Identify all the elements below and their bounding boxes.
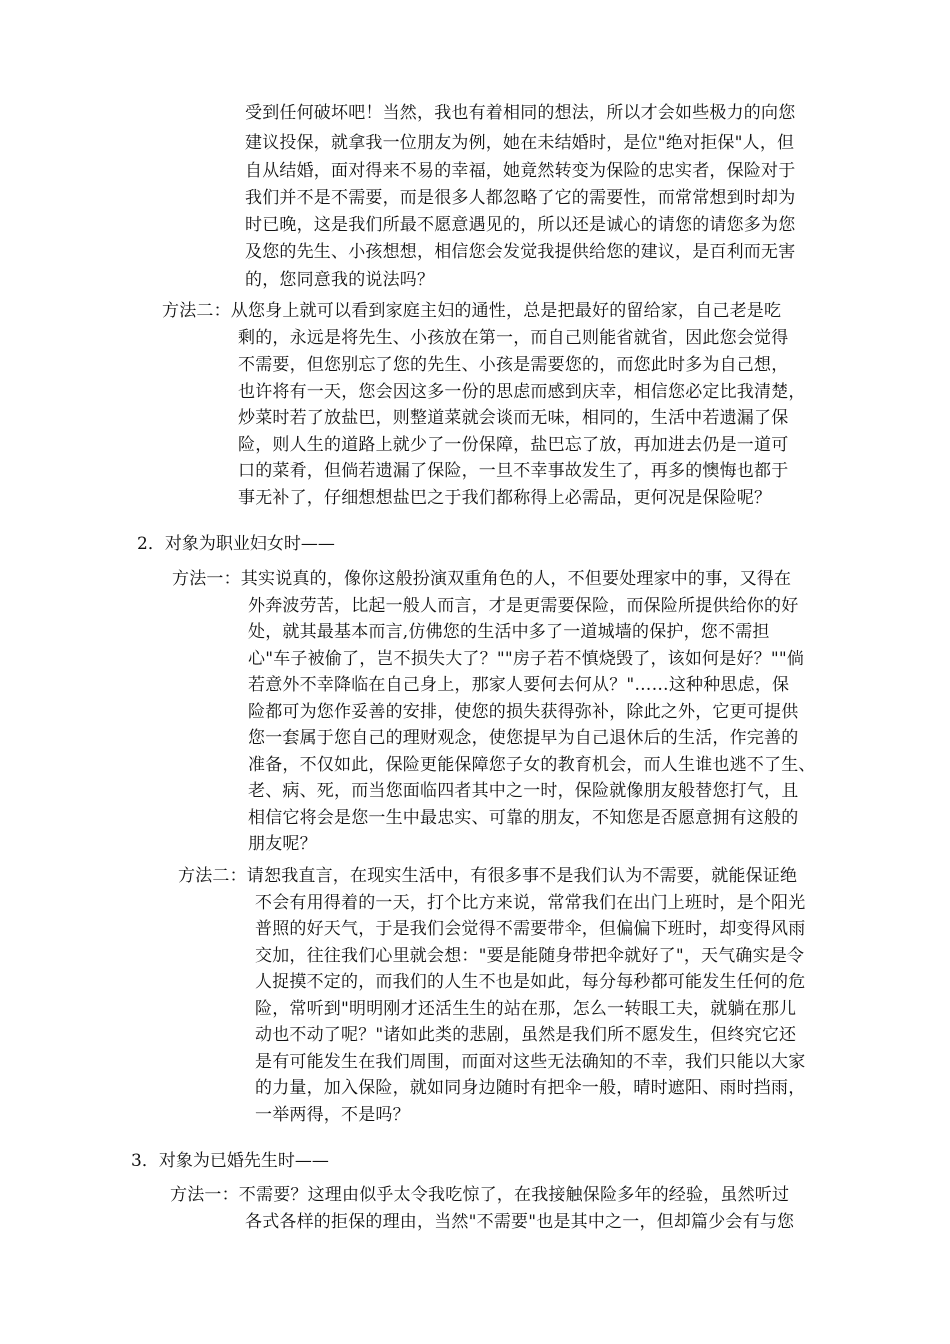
section-heading: 3．对象为已婚先生时—— (131, 1151, 329, 1171)
paragraph-line: 时已晚，这是我们所最不愿意遇见的，所以还是诚心的请您的请您多为您 (245, 215, 796, 235)
paragraph-line: 不会有用得着的一天，打个比方来说，常常我们在出门上班时，是个阳光 (255, 893, 806, 913)
paragraph-line: 险，则人生的道路上就少了一份保障，盐巴忘了放，再加进去仍是一道可 (238, 435, 789, 455)
paragraph-line: 相信它将会是您一生中最忠实、可靠的朋友，不知您是否愿意拥有这般的 (248, 808, 799, 828)
paragraph-line: 朋友呢？ (248, 834, 317, 854)
section-heading: 2．对象为职业妇女时—— (137, 534, 335, 554)
paragraph-line: 普照的好天气，于是我们会觉得不需要带伞，但偏偏下班时，却变得风雨 (255, 919, 806, 939)
paragraph-line: 动也不动了呢？"诸如此类的悲剧，虽然是我们所不愿发生，但终究它还 (255, 1025, 797, 1045)
paragraph-line: 险，常听到"明明刚才还活生生的站在那，怎么一转眼工夫，就躺在那儿 (255, 999, 797, 1019)
paragraph-line: 险都可为您作妥善的安排，使您的损失获得弥补，除此之外，它更可提供 (248, 702, 799, 722)
paragraph-line: 外奔波劳苦，比起一般人而言，才是更需要保险，而保险所提供给你的好 (248, 596, 799, 616)
paragraph-line: 一举两得，不是吗？ (255, 1105, 410, 1125)
paragraph-line: 是有可能发生在我们周围，而面对这些无法确知的不幸，我们只能以大家 (255, 1052, 806, 1072)
paragraph-line: 处，就其最基本而言,仿佛您的生活中多了一道城墙的保护，您不需担 (248, 622, 770, 642)
paragraph-line: 准备，不仅如此，保险更能保障您子女的教育机会，而人生谁也逃不了生、 (248, 755, 816, 775)
method-first-line: 方法一：不需要？这理由似乎太令我吃惊了，在我接触保险多年的经验，虽然听过 (170, 1185, 790, 1205)
paragraph-line: 受到任何破坏吧！当然，我也有着相同的想法，所以才会如些极力的向您 (245, 103, 796, 123)
paragraph-line: 老、病、死，而当您面临四者其中之一时，保险就像朋友般替您打气，且 (248, 781, 799, 801)
paragraph-line: 剩的，永远是将先生、小孩放在第一，而自己则能省就省，因此您会觉得 (238, 328, 789, 348)
paragraph-line: 炒菜时若了放盐巴，则整道菜就会谈而无味，相同的，生活中若遗漏了保 (238, 408, 789, 428)
paragraph-line: 您一套属于您自己的理财观念，使您提早为自己退休后的生活，作完善的 (248, 728, 799, 748)
paragraph-line: 我们并不是不需要，而是很多人都忽略了它的需要性，而常常想到时却为 (245, 188, 796, 208)
paragraph-line: 各式各样的拒保的理由，当然"不需要"也是其中之一，但却篇少会有与您 (245, 1212, 795, 1232)
paragraph-line: 的，您同意我的说法吗？ (245, 270, 435, 290)
paragraph-line: 不需要，但您别忘了您的先生、小孩是需要您的，而您此时多为自己想， (238, 355, 789, 375)
paragraph-line: 及您的先生、小孩想想，相信您会发觉我提供给您的建议，是百利而无害 (245, 242, 796, 262)
paragraph-line: 人捉摸不定的，而我们的人生不也是如此，每分每秒都可能发生任何的危 (255, 972, 806, 992)
paragraph-line: 交加，往往我们心里就会想："要是能随身带把伞就好了"，天气确实是令 (255, 946, 805, 966)
paragraph-line: 也许将有一天，您会因这多一份的思虑而感到庆幸，相信您必定比我清楚， (238, 382, 806, 402)
paragraph-line: 的力量，加入保险，就如同身边随时有把伞一般，晴时遮阳、雨时挡雨， (255, 1078, 806, 1098)
method-first-line: 方法二：请恕我直言，在现实生活中，有很多事不是我们认为不需要，就能保证绝 (178, 866, 798, 886)
paragraph-line: 心"车子被偷了，岂不损失大了？""房子若不慎烧毁了，该如何是好？""倘 (248, 649, 805, 669)
paragraph-line: 口的菜肴，但倘若遗漏了保险，一旦不幸事故发生了，再多的懊悔也都于 (238, 461, 789, 481)
paragraph-line: 事无补了，仔细想想盐巴之于我们都称得上必需品，更何况是保险呢？ (238, 488, 772, 508)
paragraph-line: 建议投保，就拿我一位朋友为例，她在未结婚时，是位"绝对拒保"人，但 (245, 133, 795, 153)
method-first-line: 方法一：其实说真的，像你这般扮演双重角色的人，不但要处理家中的事，又得在 (172, 569, 792, 589)
paragraph-line: 若意外不幸降临在自己身上，那家人要何去何从？"……这种种思虑，保 (248, 675, 790, 695)
method-first-line: 方法二：从您身上就可以看到家庭主妇的通性，总是把最好的留给家，自己老是吃 (162, 301, 782, 321)
paragraph-line: 自从结婚，面对得来不易的幸福，她竟然转变为保险的忠实者，保险对于 (245, 161, 796, 181)
